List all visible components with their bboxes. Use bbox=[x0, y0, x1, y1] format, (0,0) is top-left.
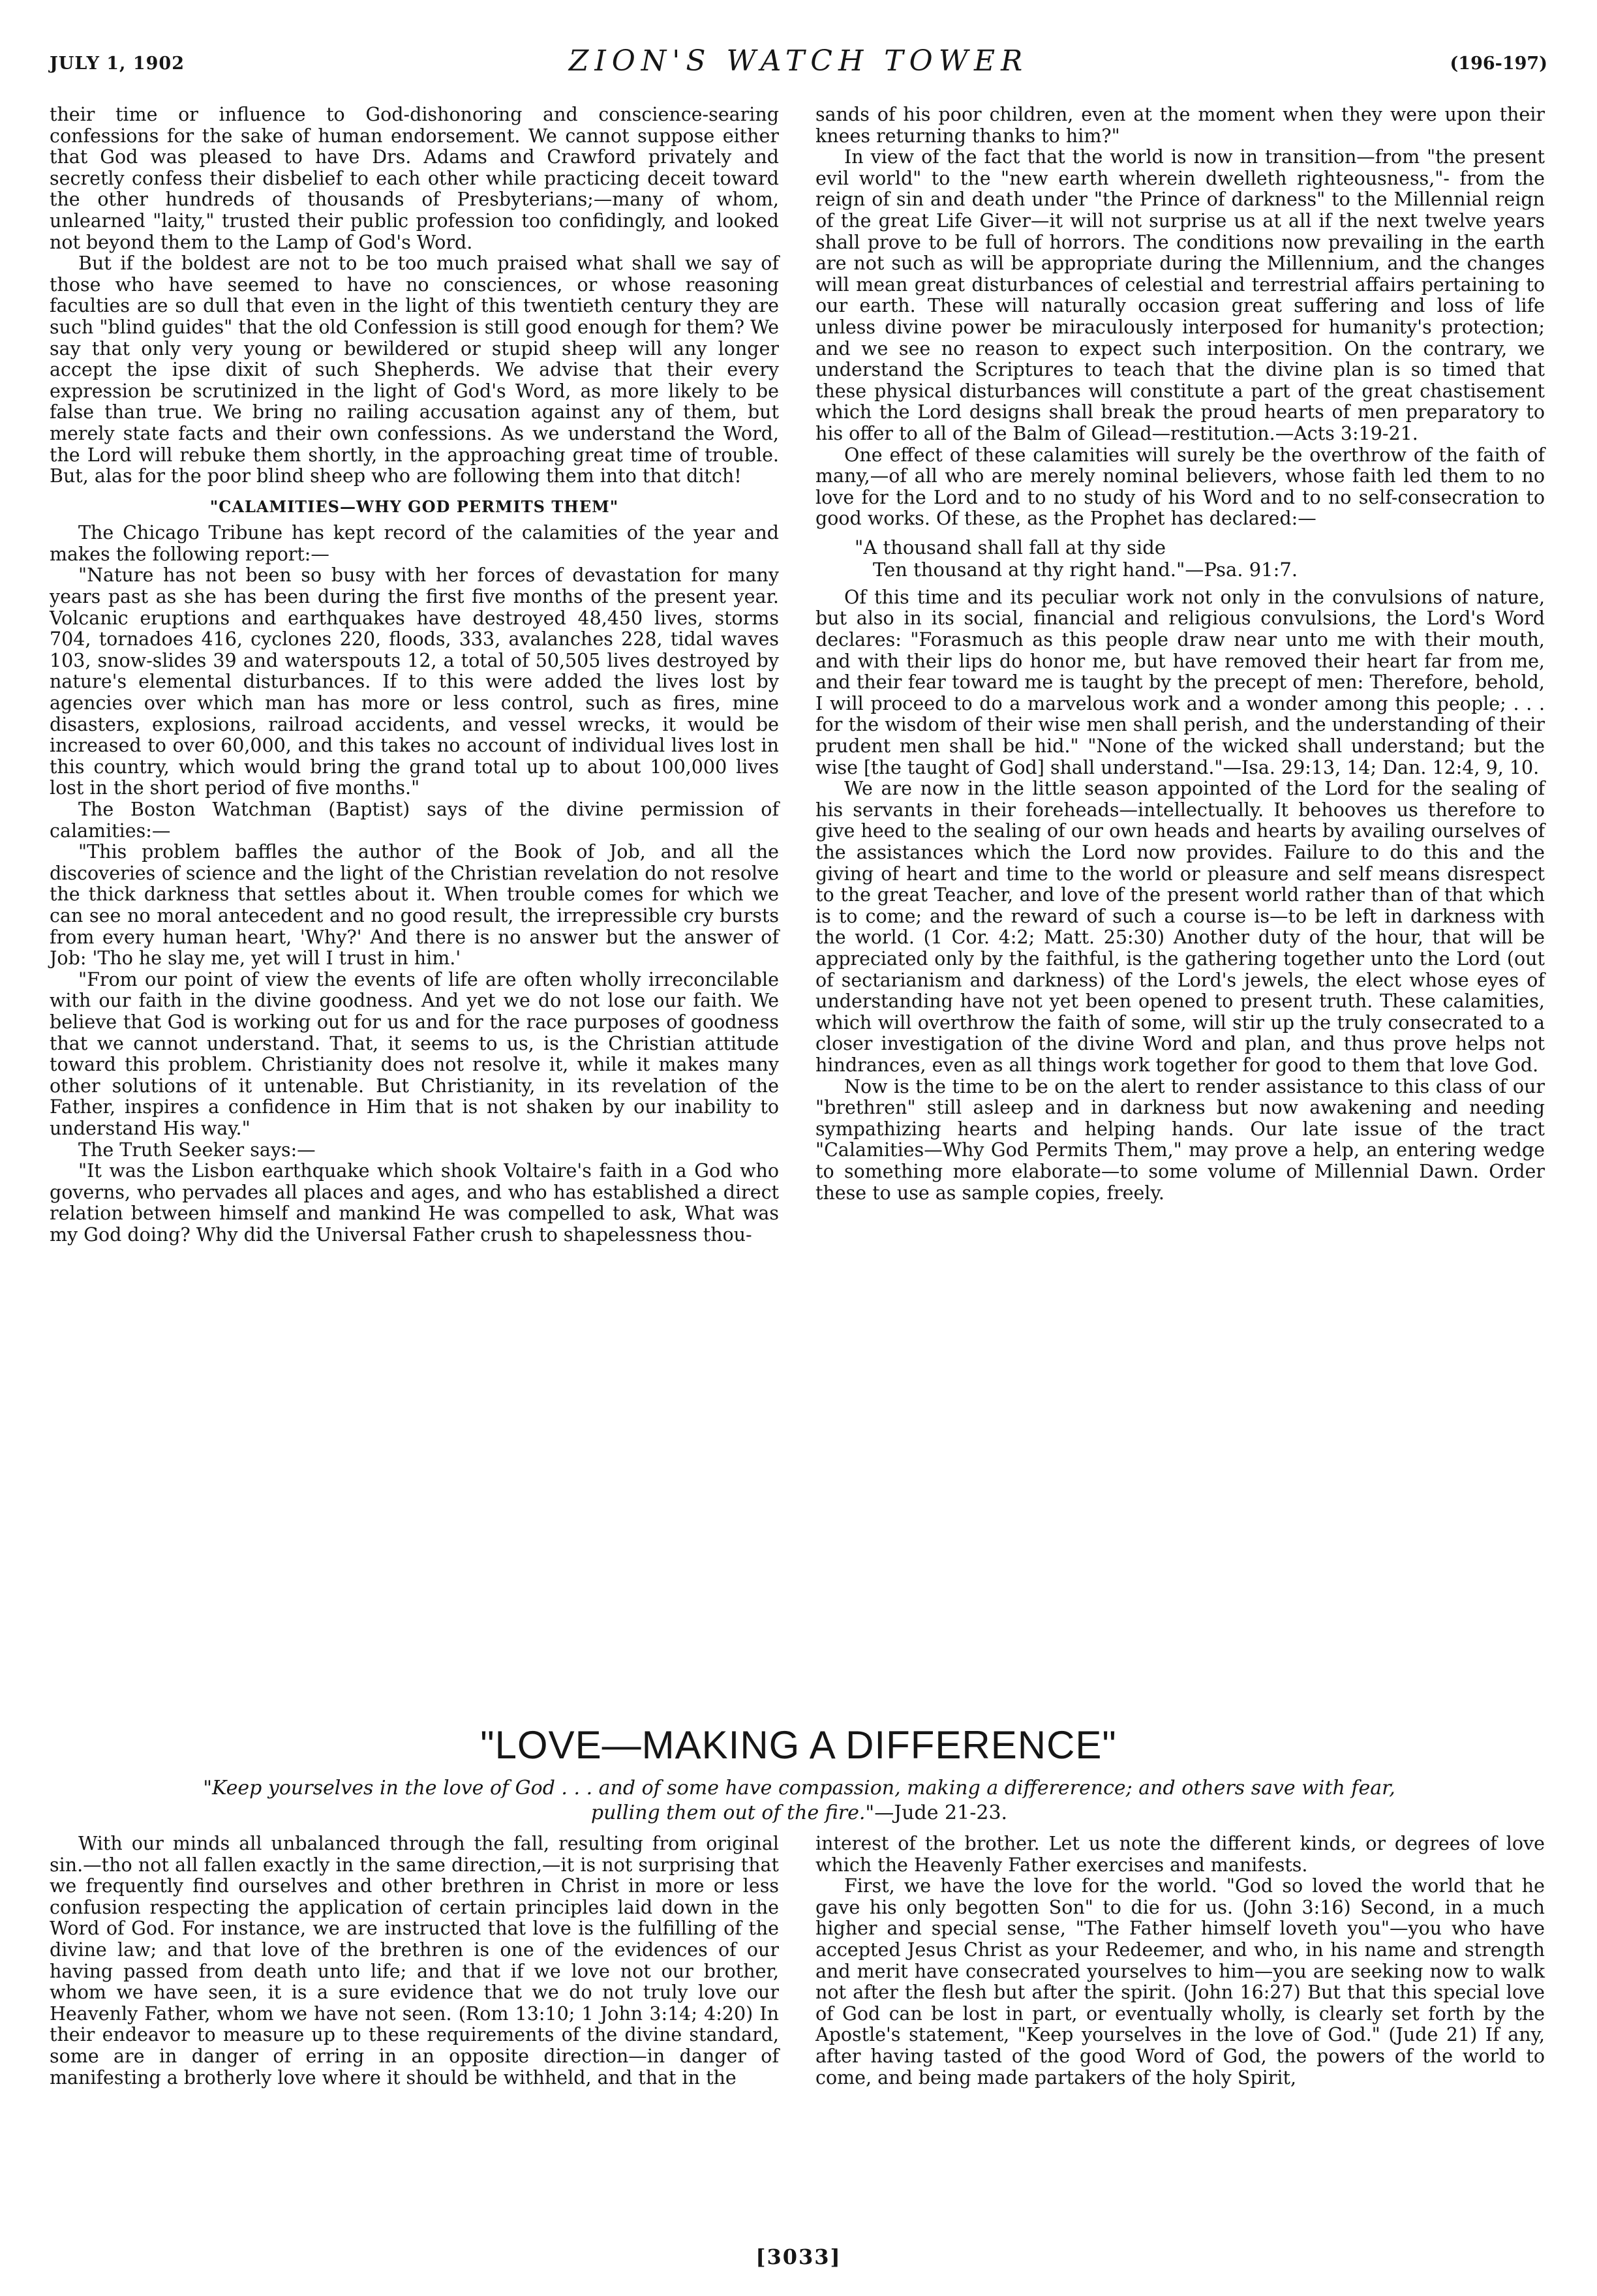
paragraph: "From our point of view the events of life are often wholly irreconcilable with our faith in the divine goodness. And yet we do not lose our faith. We believe that God is working out for us and for the race purposes of goodness that we cannot understand. That, it seems to us, is the Christian attitude toward this problem. Christianity does not resolve it, while it makes many other solutions of it untenable. But Christianity, in its revelation of the Father, inspires a confidence in Him that is not shaken by our inability to understand His way." bbox=[50, 968, 779, 1139]
paragraph: First, we have the love for the world. "God so loved the world that he gave his only begotten Son" to die for us. (John 3:16) Second, in a much higher and special sense, "The Father himself loveth you"—you who have accepted Jesus Christ as your Redeemer, and who, in his name and strength and merit have consecrated yourselves to him—you are seeking now to walk not after the flesh but after the spirit. (John 16:27) But that this special love of God can be lost in part, or eventually wholly, is clearly set forth by the Apostle's statement, "Keep yourselves in the love of God." (Jude 21) If any, after having tasted of the good Word of God, the powers of the world to come, and being made partakers of the holy Spirit, bbox=[815, 1875, 1545, 2089]
paragraph: sands of his poor children, even at the moment when they were upon their knees returning thanks to him?" bbox=[815, 104, 1545, 147]
paragraph: Of this time and its peculiar work not only in the convulsions of nature, but also in its social, financial and religious convulsions, the Lord's Word declares: "Forasmuch as this people draw near unto me with their mouth, and with their lips do honor me, but have removed their heart far from me, and their fear toward me is taught by the precept of men: Therefore, behold, I will proceed to do a marvelous work and a wonder among this people; . . . for the wisdom of their wise men shall perish, and the understanding of their prudent men shall be hid." "None of the wicked shall understand; but the wise [the taught of God] shall understand."—Isa. 29:13, 14; Dan. 12:4, 9, 10. bbox=[815, 586, 1545, 778]
header-title: ZION'S WATCH TOWER bbox=[568, 44, 1029, 78]
article2-title: "LOVE—MAKING A DIFFERENCE" bbox=[480, 1723, 1117, 1767]
paragraph: their time or influence to God-dishonoring and conscience-searing confessions for the sake of human endorsement. We cannot suppose either that God was pleased to have Drs. Adams and Crawford privately and secretly confess their disbelief to each other while practicing deceit toward the other hundreds of thousands of Presbyterians;—many of whom, unlearned "laity," trusted their public profession too confidingly, and looked not beyond them to the Lamp of God's Word. bbox=[50, 104, 779, 253]
header-page-range: (196-197) bbox=[1450, 54, 1547, 74]
paragraph: The Truth Seeker says:— bbox=[78, 1139, 316, 1161]
paragraph: But if the boldest are not to be too much praised what shall we say of those who have seemed to have no consciences, or whose reasoning faculties are so dull that even in the light of this twentieth century they are such "blind guides" that the old Confession is still good enough for them? We say that only very young or bewildered or stupid sheep will any longer accept the ipse dixit of such Shepherds. We advise that their every expression be scrutinized in the light of God's Word, as more likely to be false than true. We bring no railing accusation against any of them, but merely state facts and their own confessions. As we understand the Word, the Lord will rebuke them shortly, in the approaching great time of trouble. But, alas for the poor blind sheep who are following them into that ditch! bbox=[50, 253, 779, 487]
quote-line: "A thousand shall fall at thy side bbox=[855, 536, 1166, 559]
article1-column-right bbox=[815, 104, 1545, 1204]
scripture-quote bbox=[855, 536, 1545, 581]
page-header bbox=[50, 44, 1547, 84]
paragraph: Now is the time to be on the alert to render assistance to this class of our "brethren" still asleep and in darkness but now awakening and needing sympathizing hearts and helping hands. Our late issue of the tract "Calamities—Why God Permits Them," may prove a help, an entering wedge to something more elaborate—to some volume of Millennial Dawn. Order these to use as sample copies, freely. bbox=[815, 1075, 1545, 1204]
article1-column-left bbox=[50, 104, 779, 1246]
paragraph: The Chicago Tribune has kept record of the calamities of the year and makes the following report:— bbox=[50, 522, 779, 565]
page-number: [3033] bbox=[755, 2244, 842, 2269]
epigraph-reference: —Jude 21-23. bbox=[874, 1801, 1008, 1824]
paragraph: One effect of these calamities will surely be the overthrow of the faith of many,—of all who are merely nominal believers, whose faith led them to no love for the Lord and to no study of his Word and to no self-consecration to good works. Of these, as the Prophet has declared:— bbox=[815, 444, 1545, 530]
article2-column-left bbox=[50, 1833, 779, 2089]
article2-epigraph bbox=[59, 1776, 1540, 1826]
header-date: JULY 1, 1902 bbox=[50, 54, 185, 74]
paragraph: We are now in the little season appointed of the Lord for the sealing of his servants in their foreheads—intellectually. It behooves us therefore to give heed to the sealing of our own heads and hearts by availing ourselves of the assistances which the Lord now provides. Failure to do this and the giving of heart and time to the world or pleasure and self means disrespect to the great Teacher, and love of the present world rather than of that which is to come; and the reward of such a course is—to be left in darkness with the world. (1 Cor. 4:2; Matt. 25:30) Another duty of the hour, that will be appreciated only by the faithful, is the gathering together unto the Lord (out of sectarianism and darkness) of the Lord's jewels, the elect whose eyes of understanding have not yet been opened to present truth. These calamities, which will overthrow the faith of some, will stir up the truly consecrated to a closer investigation of the divine Word and plan, and thus prove helps not hindrances, even as all things work together for good to them that love God. bbox=[815, 778, 1545, 1076]
article2-column-right bbox=[815, 1833, 1545, 2089]
epigraph-line: "Keep yourselves in the love of God . . . and of some have compassion, making a differerence; and others save with fear, bbox=[203, 1777, 1395, 1799]
paragraph: "It was the Lisbon earthquake which shook Voltaire's faith in a God who governs, who pervades all places and ages, and who has established a direct relation between himself and mankind He was compelled to ask, What was my God doing? Why did the Universal Father crush to shapelessness thou- bbox=[50, 1160, 779, 1246]
epigraph-line: pulling them out of the fire." bbox=[590, 1801, 875, 1824]
paragraph: "Nature has not been so busy with her forces of devastation for many years past as she has been during the first five months of the present year. Volcanic eruptions and earthquakes have destroyed 48,450 lives, storms 704, tornadoes 416, cyclones 220, floods, 333, avalanches 228, tidal waves 103, snow-slides 39 and waterspouts 12, a total of 50,505 lives destroyed by nature's elemental disturbances. If to this were added the lives lost by agencies over which man has more or less control, such as fires, mine disasters, explosions, railroad accidents, and vessel wrecks, it would be increased to over 60,000, and this takes no account of individual lives lost in this country, which would bring the grand total up to about 100,000 lives lost in the short period of five months." bbox=[50, 564, 779, 799]
paragraph: With our minds all unbalanced through the fall, resulting from original sin.—tho not all fallen exactly in the same direction,—it is not surprising that we frequently find ourselves and other brethren in Christ in more or less confusion respecting the application of certain principles laid down in the Word of God. For instance, we are instructed that love is the fulfilling of the divine law; and that love of the brethren is one of the evidences of our having passed from death unto life; and that if we love not our brother, whom we have seen, it is a sure evidence that we do not truly love our Heavenly Father, whom we have not seen. (Rom 13:10; 1 John 3:14; 4:20) In their endeavor to measure up to these requirements of the divine standard, some are in danger of erring in an opposite direction—in danger of manifesting a brotherly love where it should be withheld, and that in the bbox=[50, 1833, 779, 2089]
paragraph: The Boston Watchman (Baptist) says of the divine permission of calamities:— bbox=[50, 799, 779, 842]
quote-line: Ten thousand at thy right hand."—Psa. 91:7. bbox=[873, 558, 1298, 581]
paragraph: In view of the fact that the world is now in transition—from "the present evil world" to the "new earth wherein dwelleth righteousness,"- from the reign of sin and death under "the Prince of darkness" to the Millennial reign of the great Life Giver—it will not surprise us at all if the next twelve years shall prove to be full of horrors. The conditions now prevailing in the earth are not such as will be appropriate during the Millennium, and the changes will mean great disturbances of celestial and terrestrial affairs pertaining to our earth. These will naturally occasion great suffering and loss of life unless divine power be miraculously interposed for humanity's protection; and we see no reason to expect such interposition. On the contrary, we understand the Scriptures to teach that the divine plan is so timed that these physical disturbances will constitute a part of the great chastisement which the Lord designs shall break the proud hearts of men preparatory to his offer to all of the Balm of Gilead—restitution.—Acts 3:19-21. bbox=[815, 146, 1545, 444]
section-heading: "CALAMITIES—WHY GOD PERMITS THEM" bbox=[209, 497, 619, 516]
paragraph: "This problem baffles the author of the Book of Job, and all the discoveries of science and the light of the Christian revelation do not resolve the thick darkness that settles about it. When trouble comes for which we can see no moral antecedent and no good result, the irrepressible cry bursts from every human heart, 'Why?' And there is no answer but the answer of Job: 'Tho he slay me, yet will I trust in him.' bbox=[50, 841, 779, 970]
paragraph: interest of the brother. Let us note the different kinds, or degrees of love which the Heavenly Father exercises and manifests. bbox=[815, 1833, 1545, 1876]
